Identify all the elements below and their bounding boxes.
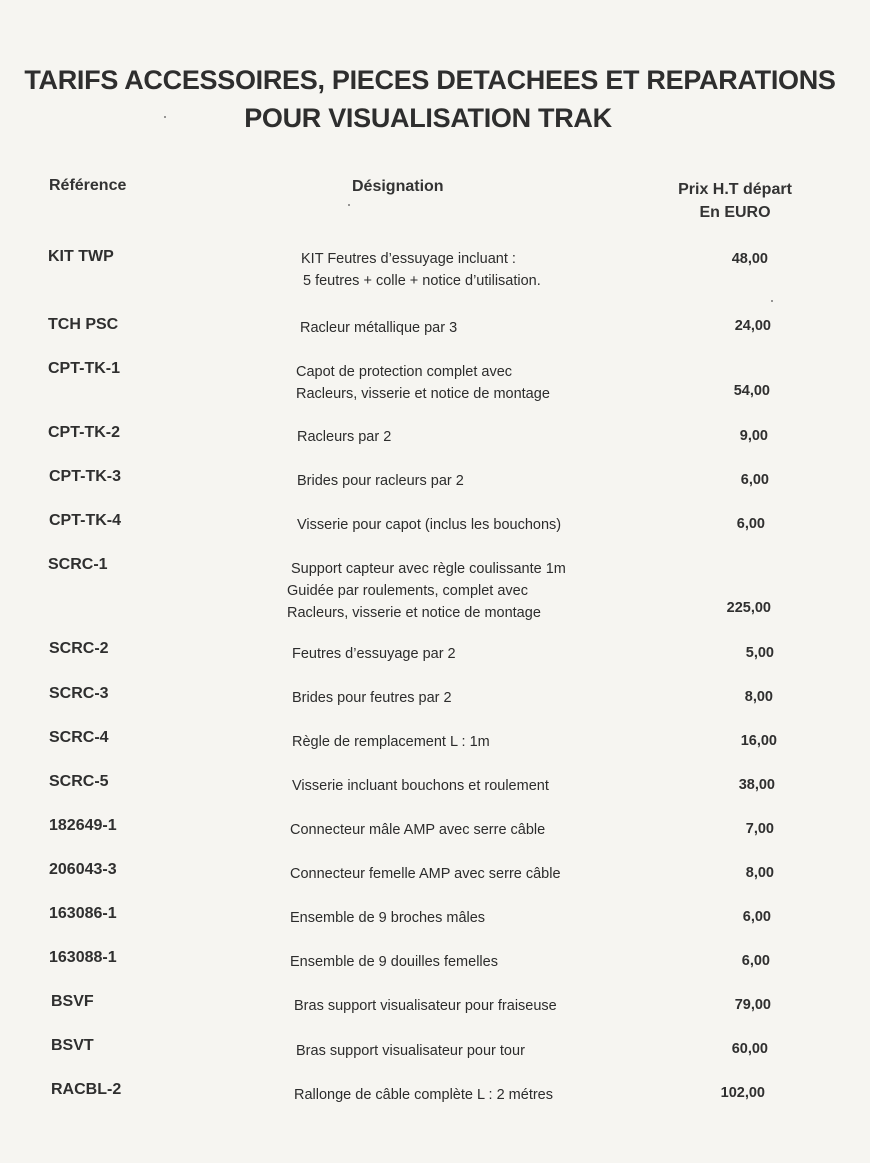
row-reference: CPT-TK-3 (49, 468, 121, 485)
designation-line: KIT Feutres d’essuyage incluant : (301, 251, 516, 267)
row-price: 5,00 (745, 645, 774, 661)
row-designation (292, 687, 452, 709)
row-designation (294, 1084, 553, 1106)
row-designation (287, 558, 566, 624)
row-reference: SCRC-2 (49, 640, 109, 657)
row-designation (290, 819, 545, 841)
row-price: 6,00 (742, 909, 771, 925)
row-price: 8,00 (745, 865, 774, 881)
row-reference: SCRC-5 (49, 773, 109, 790)
designation-line: Règle de remplacement L : 1m (292, 734, 490, 750)
row-price: 54,00 (733, 383, 770, 399)
row-reference: SCRC-3 (49, 685, 109, 702)
row-reference: CPT-TK-1 (48, 360, 120, 377)
row-price: 79,00 (734, 997, 771, 1013)
designation-line: Capot de protection complet avec (296, 364, 513, 380)
scan-speck (164, 116, 166, 118)
column-header-price-line1: Prix H.T départ (678, 181, 792, 198)
row-designation (294, 995, 557, 1017)
designation-line: Connecteur femelle AMP avec serre câble (290, 866, 561, 882)
row-reference: KIT TWP (48, 248, 114, 265)
designation-line: Connecteur mâle AMP avec serre câble (290, 822, 546, 838)
row-price: 6,00 (740, 472, 769, 488)
row-designation (292, 643, 456, 665)
designation-line: Rallonge de câble complète L : 2 métres (294, 1087, 553, 1103)
designation-line: Ensemble de 9 broches mâles (290, 910, 486, 926)
page-subtitle: POUR VISUALISATION TRAK (244, 103, 612, 133)
row-designation (297, 426, 391, 448)
row-designation (292, 731, 490, 753)
row-price: 102,00 (720, 1085, 765, 1101)
row-price: 16,00 (740, 733, 777, 749)
row-price: 6,00 (741, 953, 770, 969)
row-reference: SCRC-1 (48, 556, 108, 573)
row-price: 38,00 (738, 777, 775, 793)
row-reference: TCH PSC (48, 316, 119, 333)
row-price: 225,00 (726, 600, 771, 616)
designation-line: Brides pour feutres par 2 (292, 690, 452, 706)
row-reference: BSVT (51, 1037, 94, 1054)
designation-line: Guidée par roulements, complet avec (287, 583, 528, 599)
row-price: 9,00 (739, 428, 768, 444)
column-header-price-line2: En EURO (699, 204, 771, 221)
row-reference: CPT-TK-2 (48, 424, 120, 441)
row-designation (301, 248, 541, 292)
row-reference: 163086-1 (49, 905, 117, 922)
designation-line: Racleur métallique par 3 (300, 320, 458, 336)
designation-line: 5 feutres + colle + notice d’utilisation. (303, 273, 541, 289)
designation-line: Visserie incluant bouchons et roulement (292, 778, 549, 794)
designation-line: Visserie pour capot (inclus les bouchons) (297, 517, 562, 533)
row-reference: SCRC-4 (49, 729, 109, 746)
designation-line: Brides pour racleurs par 2 (297, 473, 464, 489)
designation-line: Bras support visualisateur pour fraiseuse (294, 998, 557, 1014)
row-designation (292, 775, 549, 797)
row-price: 6,00 (736, 516, 765, 532)
row-reference: 163088-1 (49, 949, 117, 966)
row-designation (290, 863, 561, 885)
row-designation (296, 1040, 525, 1062)
designation-line: Racleurs, visserie et notice de montage (296, 386, 550, 402)
row-reference: BSVF (51, 993, 94, 1010)
row-price: 8,00 (744, 689, 773, 705)
designation-line: Bras support visualisateur pour tour (296, 1043, 525, 1059)
designation-line: Racleurs, visserie et notice de montage (287, 605, 541, 621)
row-designation (300, 317, 457, 339)
row-price: 7,00 (745, 821, 774, 837)
row-reference: CPT-TK-4 (49, 512, 121, 529)
row-designation (297, 514, 561, 536)
row-reference: 182649-1 (49, 817, 117, 834)
column-header-price (660, 178, 810, 224)
designation-line: Support capteur avec règle coulissante 1m (291, 561, 566, 577)
row-designation (297, 470, 464, 492)
row-reference: RACBL-2 (51, 1081, 122, 1098)
row-price: 24,00 (734, 318, 771, 334)
designation-line: Ensemble de 9 douilles femelles (290, 954, 498, 970)
row-designation (290, 907, 485, 929)
designation-line: Racleurs par 2 (297, 429, 392, 445)
page-title: TARIFS ACCESSOIRES, PIECES DETACHEES ET REPARATIONS (24, 65, 836, 95)
row-price: 48,00 (731, 251, 768, 267)
row-price: 60,00 (731, 1041, 768, 1057)
scan-speck (348, 204, 350, 206)
row-designation (290, 951, 498, 973)
column-header-designation: Désignation (352, 178, 444, 195)
designation-line: Feutres d’essuyage par 2 (292, 646, 456, 662)
column-header-reference: Référence (49, 177, 127, 194)
row-designation (296, 361, 550, 405)
scan-speck (771, 300, 773, 302)
row-reference: 206043-3 (49, 861, 117, 878)
